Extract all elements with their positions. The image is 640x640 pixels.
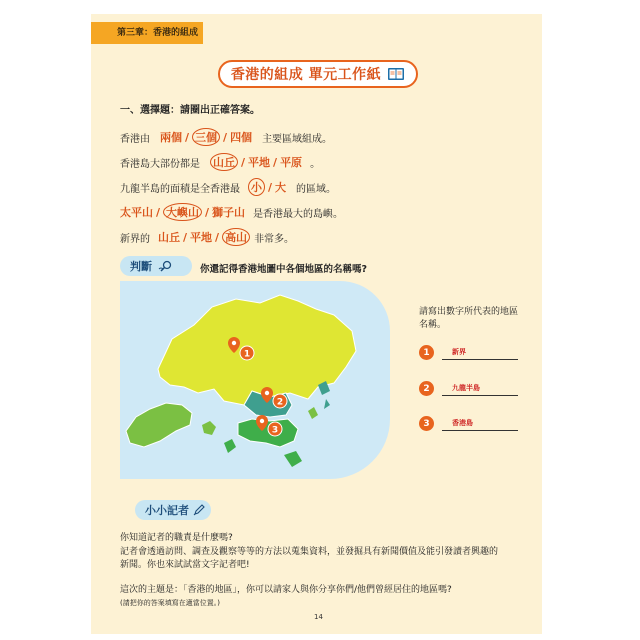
q1-option-1[interactable]: 兩個 bbox=[160, 131, 182, 144]
answer-field-2[interactable] bbox=[442, 381, 518, 396]
question-4: 太平山 / 大嶼山 / 獅子山 是香港最大的島嶼。 bbox=[120, 203, 343, 221]
section-heading: 一、選擇題：請圈出正確答案。 bbox=[120, 105, 260, 116]
q3-post: 的區域。 bbox=[296, 183, 337, 195]
q3-text: 九龍半島的面積是全香港最 bbox=[120, 183, 240, 195]
book-icon bbox=[387, 67, 405, 81]
title-text: 香港的組成 單元工作紙 bbox=[230, 67, 382, 83]
q4-post: 是香港最大的島嶼。 bbox=[253, 208, 344, 220]
answer-number-3: 3 bbox=[419, 416, 434, 431]
svg-text:1: 1 bbox=[243, 349, 251, 360]
judge-label: 判斷 bbox=[130, 260, 152, 273]
judge-prompt: 你還記得香港地圖中各個地區的名稱嗎? bbox=[200, 264, 368, 275]
reporter-paragraph-1: 你知道記者的職責是什麼嗎? bbox=[120, 533, 233, 543]
q2-option-1-circled[interactable]: 山丘 bbox=[210, 153, 238, 171]
q5-post: 非常多。 bbox=[254, 233, 295, 245]
reporter-paragraph-2: 記者會透過訪問、調查及觀察等等的方法以蒐集資料，並發掘具有新聞價值及能引發讀者興趣的 bbox=[120, 547, 499, 557]
q3-option-1-circled[interactable]: 小 bbox=[248, 178, 265, 196]
q1-post: 主要區域組成。 bbox=[262, 133, 333, 145]
q5-text: 新界的 bbox=[120, 233, 150, 245]
answer-text-1: 新界 bbox=[452, 348, 466, 356]
magnifier-icon bbox=[158, 260, 174, 272]
answer-text-3: 香港島 bbox=[452, 419, 473, 427]
judge-badge bbox=[120, 256, 192, 276]
answer-row-1 bbox=[419, 345, 518, 360]
side-instruction: 請寫出數字所代表的地區名稱。 bbox=[419, 307, 519, 330]
reporter-paragraph-4: 這次的主題是：「香港的地區」，你可以請家人與你分享你們/他們曾經居住的地區嗎? bbox=[120, 585, 452, 595]
question-3: 九龍半島的面積是全香港最 小 / 大 的區域。 bbox=[120, 178, 336, 196]
svg-text:3: 3 bbox=[271, 425, 279, 436]
outlying-islands-region bbox=[126, 403, 192, 447]
question-2: 香港島大部份都是 山丘 / 平地 / 平原 。 bbox=[120, 153, 320, 171]
answer-row-3 bbox=[419, 416, 518, 431]
page-number: 14 bbox=[314, 613, 323, 621]
q5-option-1[interactable]: 山丘 bbox=[158, 231, 180, 244]
reporter-label: 小小記者 bbox=[145, 504, 189, 517]
reporter-badge bbox=[135, 500, 211, 520]
q2-option-3[interactable]: 平原 bbox=[280, 156, 303, 169]
q4-option-1[interactable]: 太平山 bbox=[120, 206, 153, 219]
q5-option-2[interactable]: 平地 bbox=[190, 231, 213, 244]
q4-option-2-circled[interactable]: 大嶼山 bbox=[163, 203, 202, 221]
q4-option-3[interactable]: 獅子山 bbox=[212, 206, 246, 219]
q5-option-3-circled[interactable]: 高山 bbox=[222, 228, 250, 246]
worksheet-title bbox=[218, 60, 418, 88]
q1-option-3[interactable]: 四個 bbox=[230, 131, 253, 144]
q2-option-2[interactable]: 平地 bbox=[248, 156, 271, 169]
question-5: 新界的 山丘 / 平地 / 高山 非常多。 bbox=[120, 228, 294, 246]
answer-text-2: 九龍半島 bbox=[452, 384, 480, 392]
chapter-tab: 第三章：香港的組成 bbox=[91, 22, 203, 44]
hong-kong-map bbox=[120, 281, 390, 479]
q3-option-2[interactable]: 大 bbox=[275, 181, 287, 194]
q1-option-2-circled[interactable]: 三個 bbox=[192, 128, 220, 146]
reporter-note: (請把你的答案填寫在適當位置。) bbox=[120, 599, 220, 607]
q2-post: 。 bbox=[310, 158, 321, 170]
svg-text:2: 2 bbox=[276, 397, 284, 408]
q1-text: 香港由 bbox=[120, 133, 150, 145]
pen-icon bbox=[193, 504, 205, 516]
hk-island-region bbox=[238, 419, 298, 447]
question-1: 香港由 兩個 / 三個 / 四個 主要區域組成。 bbox=[120, 128, 332, 146]
reporter-paragraph-3: 新聞。你也來試試當文字記者吧! bbox=[120, 560, 250, 570]
answer-row-2 bbox=[419, 381, 518, 396]
answer-number-2: 2 bbox=[419, 381, 434, 396]
answer-field-3[interactable] bbox=[442, 416, 518, 431]
answer-number-1: 1 bbox=[419, 345, 434, 360]
answer-field-1[interactable] bbox=[442, 345, 518, 360]
q2-text: 香港島大部份都是 bbox=[120, 158, 200, 170]
